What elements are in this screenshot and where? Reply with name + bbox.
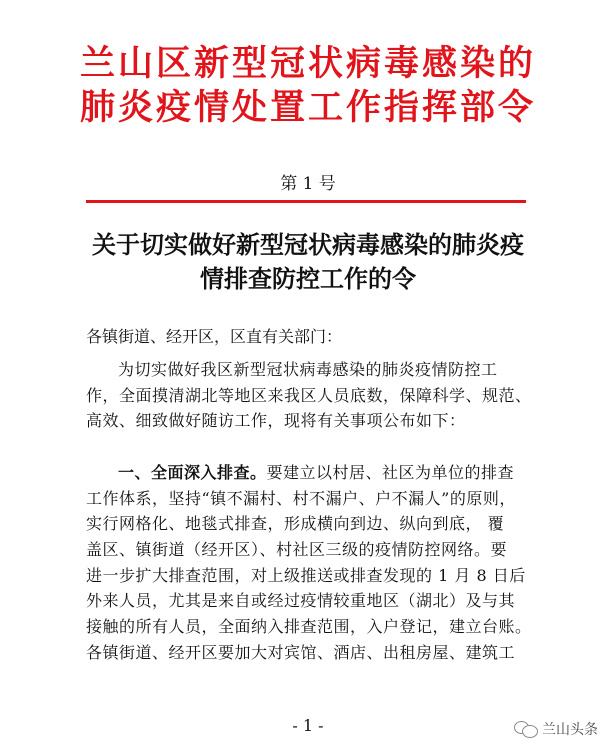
section-lead-rest: 要建立以村居、社区为单位的排查 [266,463,515,482]
paragraph-line: 接触的所有人员，全面纳入排查范围，入户登记，建立台账。 [86,617,532,637]
salutation: 各镇街道、经开区，区直有关部门： [86,327,343,346]
paragraph-line: 实行网格化、地毯式排查，形成横向到边、纵向到底， 覆 [86,514,505,534]
document-title-line-1: 兰山区新型冠状病毒感染的 [79,43,536,84]
paragraph-line: 各镇街道、经开区要加大对宾馆、酒店、出租房屋、建筑工 [86,642,516,662]
paragraph-line: 工作体系，坚持“镇不漏村、村不漏户、户不漏人”的原则， [86,488,516,508]
paragraph-section-1 [86,460,532,666]
paragraph-line: 进一步扩大排查范围，对上级推送或排查发现的 1 月 8 日后 [86,565,526,585]
red-divider [86,200,526,203]
paragraph-intro [86,357,532,434]
watermark-text: 兰山头条 [542,722,598,738]
paragraph-line: 为切实做好我区新型冠状病毒感染的肺炎疫情防控工 [118,360,498,379]
watermark [514,719,598,739]
paragraph-line: 外来人员，尤其是来自或经过疫情较重地区（湖北）及与其 [86,591,516,611]
paragraph-line: 盖区、镇街道（经开区）、村社区三级的疫情防控网络。要 [86,540,508,560]
paragraph-line: 作，全面摸清湖北等地区来我区人员底数，保障科学、规范、 [86,385,532,405]
paragraph-line: 高效、细致做好随访工作，现将有关事项公布如下： [86,411,466,431]
section-lead: 一、全面深入排查。 [118,463,267,482]
order-heading-line-1: 关于切实做好新型冠状病毒感染的肺炎疫 [92,230,524,259]
page-number: - 1 - [292,716,324,735]
order-heading-line-2: 情排查防控工作的令 [200,264,416,293]
paragraph-line [86,460,526,486]
wechat-icon [514,720,538,738]
document-title-line-2: 肺炎疫情处置工作指挥部令 [79,87,536,128]
document-number: 第 1 号 [280,174,336,194]
